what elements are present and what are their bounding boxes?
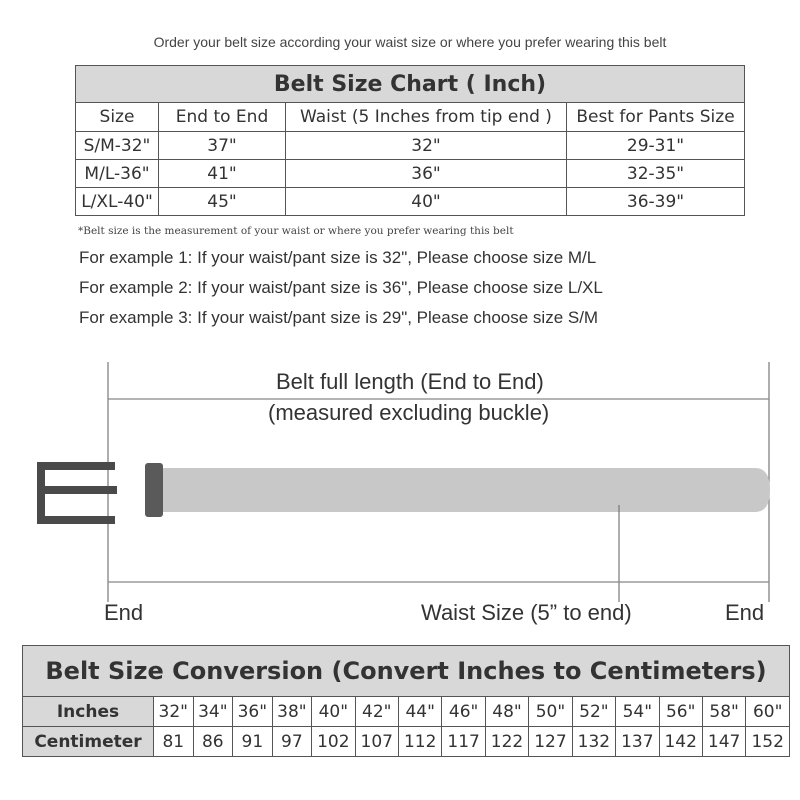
intro-text: Order your belt size according your waist size or where you prefer wearing this belt <box>153 34 667 50</box>
centimeter-cell: 107 <box>355 727 398 757</box>
cell-pants-size: 29-31" <box>567 132 745 160</box>
inches-row <box>23 697 790 727</box>
centimeter-row <box>23 727 790 757</box>
inches-cell: 54" <box>616 697 659 727</box>
end-label-right: End <box>725 600 765 625</box>
centimeter-cell: 122 <box>485 727 528 757</box>
belt-keeper <box>145 463 163 517</box>
cell-end-to-end: 41" <box>159 160 286 188</box>
cell-pants-size: 36-39" <box>567 188 745 216</box>
centimeter-cell: 137 <box>616 727 659 757</box>
inches-label: Inches <box>23 697 154 727</box>
cell-end-to-end: 37" <box>159 132 286 160</box>
inches-cell: 32" <box>154 697 194 727</box>
centimeter-cell: 117 <box>442 727 485 757</box>
cell-size: S/M-32" <box>76 132 159 160</box>
inches-cell: 44" <box>398 697 441 727</box>
centimeter-cell: 102 <box>312 727 355 757</box>
centimeter-label: Centimeter <box>23 727 154 757</box>
footnote: *Belt size is the measurement of your waist or where you prefer wearing this belt <box>78 225 514 237</box>
inches-cell: 56" <box>659 697 702 727</box>
centimeter-cell: 91 <box>233 727 273 757</box>
inches-cell: 40" <box>312 697 355 727</box>
table-row <box>76 188 745 216</box>
centimeter-cell: 152 <box>746 727 790 757</box>
inches-cell: 38" <box>272 697 312 727</box>
inches-cell: 46" <box>442 697 485 727</box>
cell-pants-size: 32-35" <box>567 160 745 188</box>
conversion-title: Belt Size Conversion (Convert Inches to Centimeters) <box>23 646 790 697</box>
inches-cell: 42" <box>355 697 398 727</box>
header-pants-size: Best for Pants Size <box>567 103 745 132</box>
centimeter-cell: 132 <box>572 727 615 757</box>
belt-strap <box>160 468 770 512</box>
centimeter-cell: 112 <box>398 727 441 757</box>
table-row <box>76 132 745 160</box>
belt-size-chart <box>75 65 745 216</box>
centimeter-cell: 127 <box>529 727 572 757</box>
cell-end-to-end: 45" <box>159 188 286 216</box>
centimeter-cell: 147 <box>702 727 745 757</box>
inches-cell: 58" <box>702 697 745 727</box>
belt-diagram <box>0 350 800 640</box>
table-row <box>76 160 745 188</box>
cell-waist: 32" <box>286 132 567 160</box>
inches-cell: 52" <box>572 697 615 727</box>
inches-cell: 36" <box>233 697 273 727</box>
example-line: For example 1: If your waist/pant size is 32", Please choose size M/L <box>79 248 597 267</box>
full-length-note: (measured excluding buckle) <box>268 400 550 425</box>
example-line: For example 2: If your waist/pant size is 36", Please choose size L/XL <box>79 278 603 297</box>
cell-waist: 40" <box>286 188 567 216</box>
inches-cell: 50" <box>529 697 572 727</box>
header-end-to-end: End to End <box>159 103 286 132</box>
centimeter-cell: 97 <box>272 727 312 757</box>
example-line: For example 3: If your waist/pant size is 29", Please choose size S/M <box>79 308 599 327</box>
examples <box>79 243 603 333</box>
buckle-prong <box>45 486 117 494</box>
inches-cell: 34" <box>193 697 233 727</box>
cell-size: L/XL-40" <box>76 188 159 216</box>
header-waist: Waist (5 Inches from tip end ) <box>286 103 567 132</box>
end-label-left: End <box>104 600 144 625</box>
inches-cell: 48" <box>485 697 528 727</box>
cell-waist: 36" <box>286 160 567 188</box>
cell-size: M/L-36" <box>76 160 159 188</box>
size-conversion-table <box>22 645 790 757</box>
centimeter-cell: 86 <box>193 727 233 757</box>
header-size: Size <box>76 103 159 132</box>
inches-cell: 60" <box>746 697 790 727</box>
centimeter-cell: 142 <box>659 727 702 757</box>
waist-size-label: Waist Size (5” to end) <box>421 600 632 625</box>
centimeter-cell: 81 <box>154 727 194 757</box>
size-chart-title: Belt Size Chart ( Inch) <box>76 66 745 103</box>
full-length-label: Belt full length (End to End) <box>276 369 544 394</box>
